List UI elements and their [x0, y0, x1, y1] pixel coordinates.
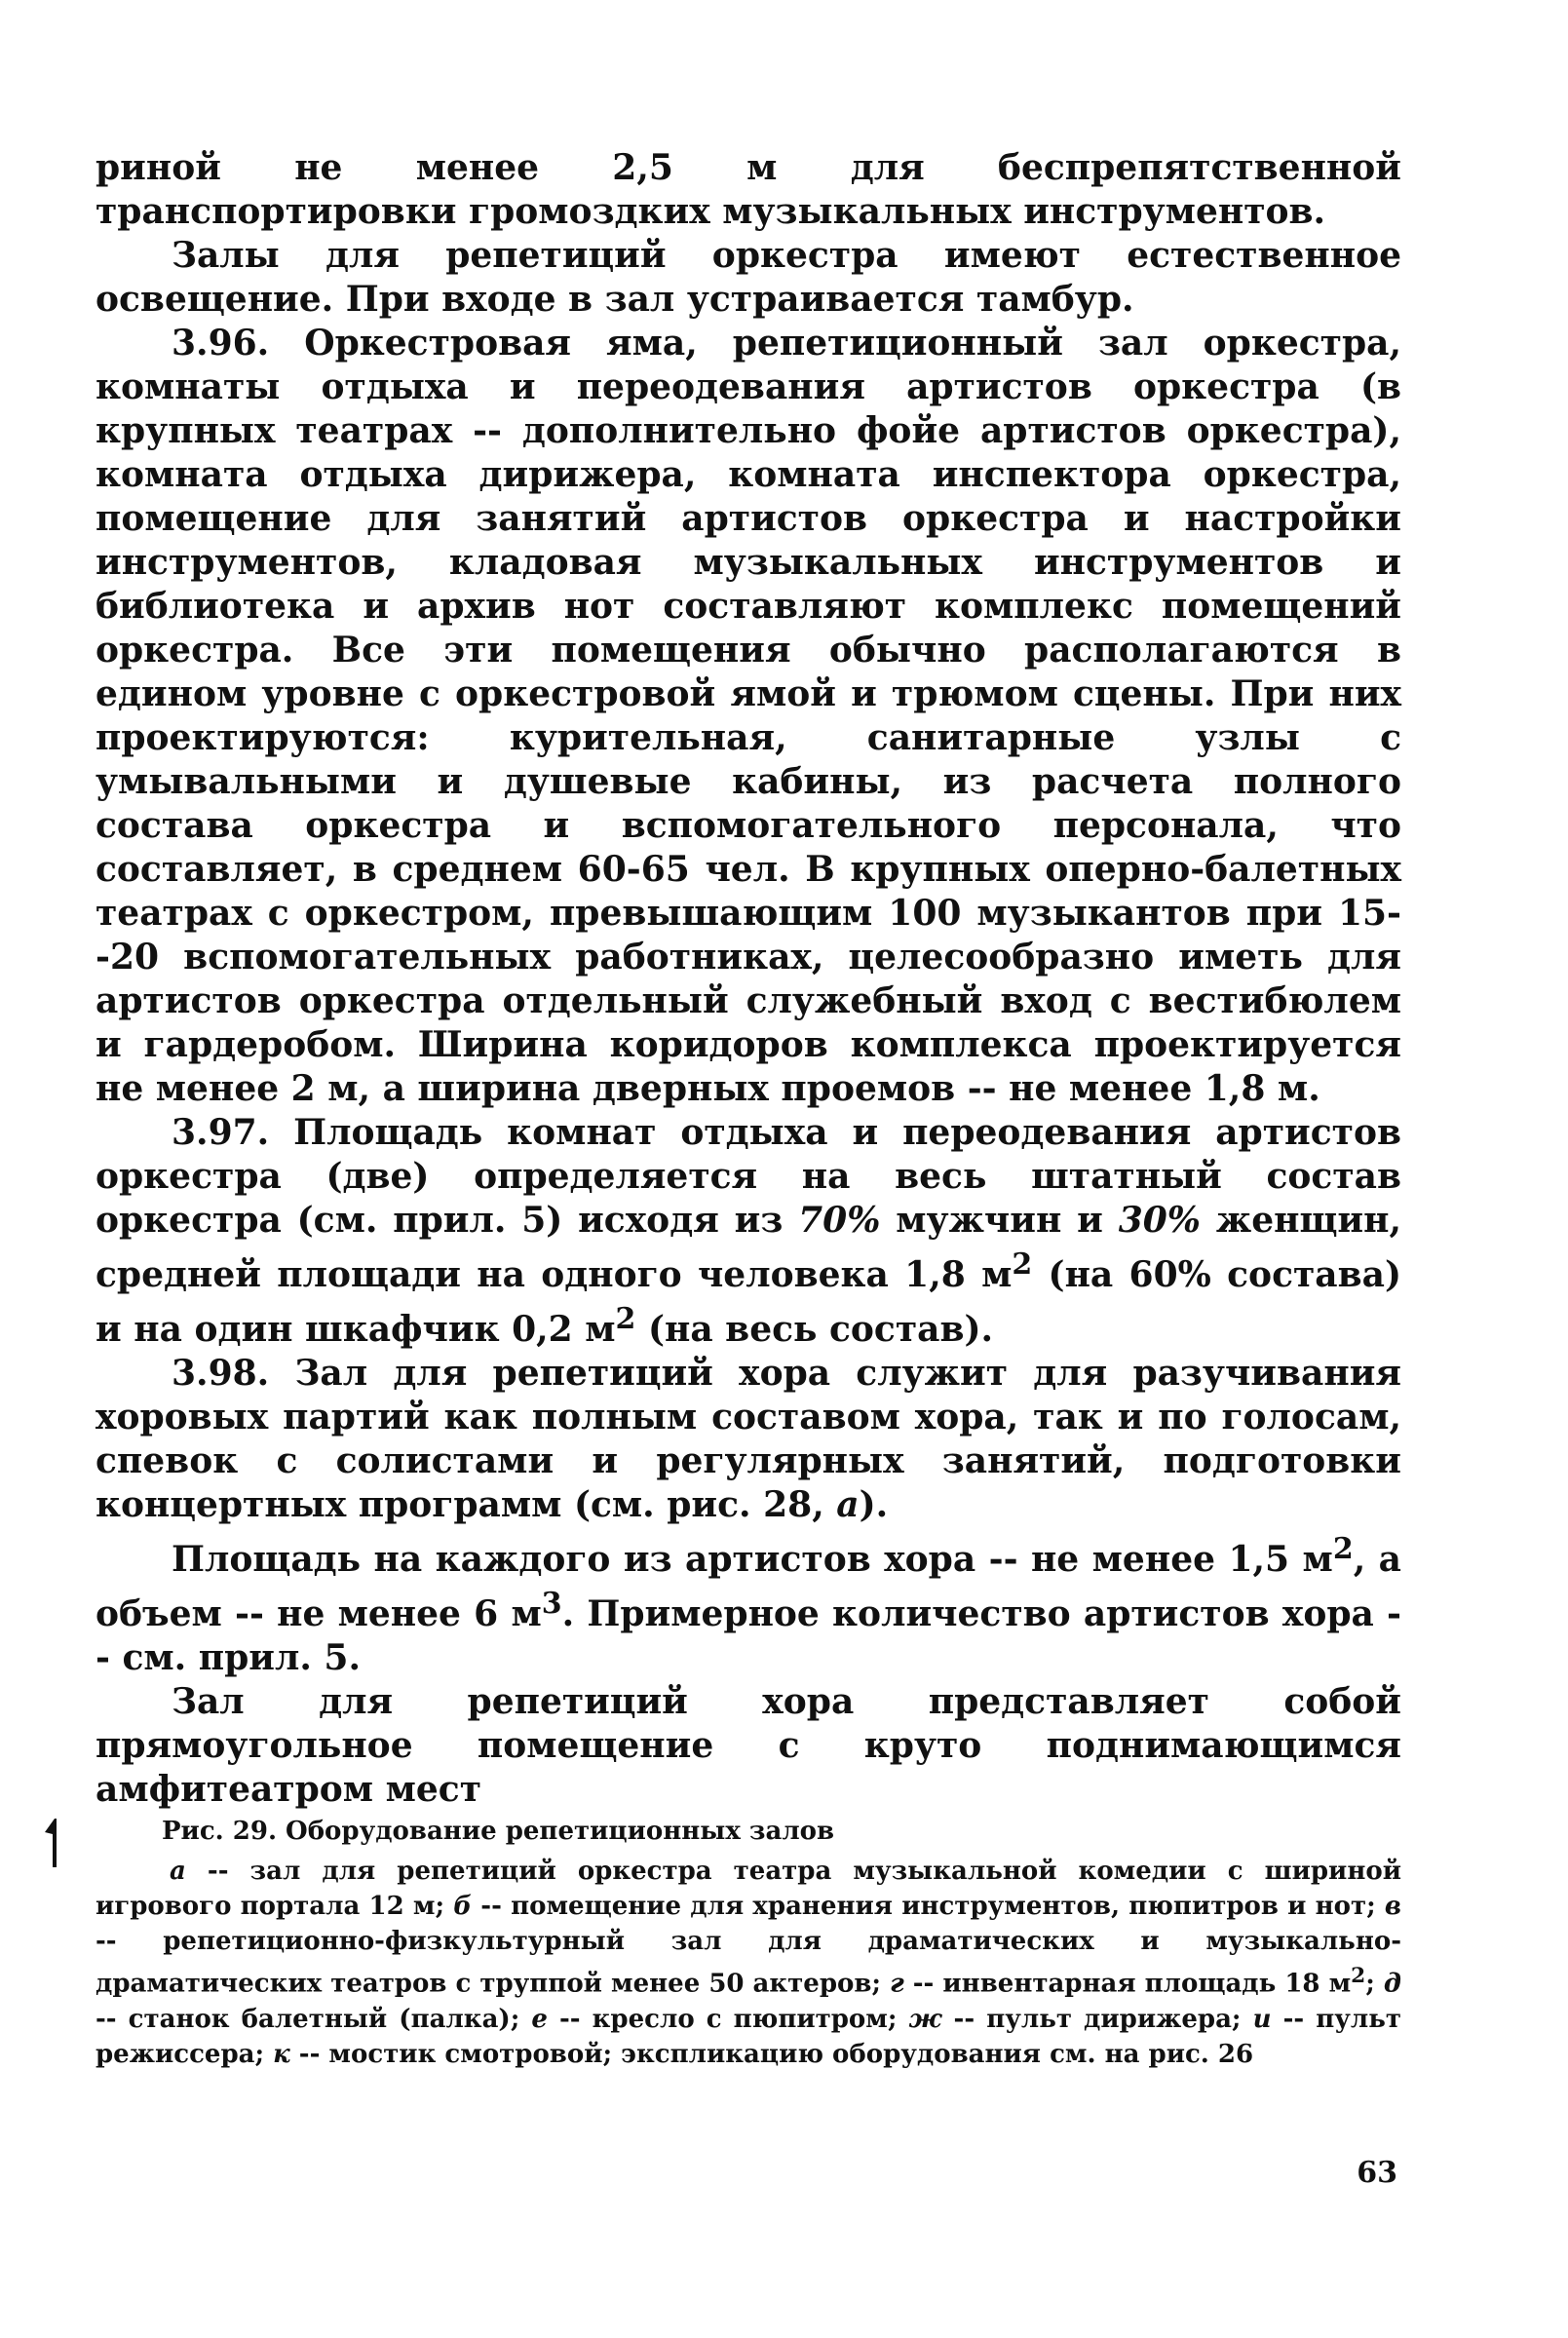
caption-label-e: е [531, 2004, 548, 2034]
caption-item-d: -- станок балетный (палка); [96, 2004, 532, 2034]
caption-item-k: -- мостик смотровой; экспликацию оборудования см. на рис. 26 [289, 2039, 1254, 2069]
caption-label-k: к [273, 2039, 290, 2069]
p4-superscript-2: 2 [615, 1302, 636, 1336]
caption-label-i: и [1252, 2004, 1272, 2034]
p4-text-5: (на весь состав). [635, 1309, 994, 1350]
caption-item-g-end: ; [1365, 1969, 1384, 1999]
p6-superscript-2: 3 [541, 1587, 562, 1621]
p4-percent-men: 70% [798, 1200, 881, 1241]
p5-text-1: 3.98. Зал для репетиций хора служит для разучивания хоровых партий как полным составом хора, так и по голосам, спевок с солистами и регулярных занятий, подготовки концертных программ (см. рис. 28, [96, 1353, 1401, 1525]
body-text [96, 146, 1401, 1812]
caption-item-g: -- инвентарная площадь 18 м [903, 1969, 1352, 1999]
p5-figure-ref: а [836, 1484, 860, 1525]
p4-text-2: мужчин и [880, 1200, 1119, 1241]
paragraph-3-97 [96, 1111, 1401, 1352]
paragraph-2: Залы для репетиций оркестра имеют естественное освещение. При входе в зал устраивается тамбур. [96, 235, 1401, 320]
paragraph-1: риной не менее 2,5 м для беспрепятственной транспортировки громоздких музыкальных инструментов. [96, 147, 1401, 232]
caption-label-d: д [1383, 1969, 1401, 1999]
p4-superscript-1: 2 [1012, 1247, 1033, 1282]
p6-text-1: Площадь на каждого из артистов хора -- не менее 1,5 м [172, 1539, 1333, 1580]
figure-caption [96, 1815, 1401, 2072]
p5-text-2: ). [859, 1484, 889, 1525]
caption-item-e: -- кресло с пюпитром; [547, 2004, 909, 2034]
page-number: 63 [1357, 2156, 1397, 2190]
caption-title: Рис. 29. Оборудование репетиционных залов [162, 1817, 835, 1846]
caption-item-i: -- пульт режиссера; [96, 2004, 1401, 2069]
caption-text [96, 1854, 1401, 2072]
caption-superscript-g: 2 [1351, 1964, 1366, 1988]
p4-text-4: (на 60% состава) и на один шкафчик 0,2 м [96, 1254, 1401, 1350]
caption-label-g: г [890, 1969, 904, 1999]
p4-text-3: женщин, средней площади на одного человека 1,8 м [96, 1200, 1401, 1295]
caption-item-a: -- зал для репетиций оркестра театра музыкальной комедии с шириной игрового портала 12 м; [96, 1857, 1401, 1921]
p6-superscript-1: 2 [1332, 1532, 1354, 1566]
p4-text-1: 3.97. Площадь комнат отдыха и переодевания артистов оркестра (две) определяется на весь штатный состав оркестра (см. прил. 5) исходя из [96, 1112, 1401, 1241]
caption-label-b: б [453, 1892, 473, 1921]
caption-item-v: -- репетиционно-физкультурный зал для драматических и музыкально-драматических театров с труппой менее 50 актеров; [96, 1927, 1401, 1999]
paragraph-3-96: 3.96. Оркестровая яма, репетиционный зал оркестра, комнаты отдыха и переодевания артистов оркестра (в крупных театрах -- дополнительно фойе артистов оркестра), комната отдыха дирижера, комната инспектора оркестра, помещение для занятий артистов оркестра и настройки инструментов, кладовая музыкальных инструментов и библиотека и архив нот составляют комплекс помещений оркестра. Все эти помещения обычно располагаются в едином уровне с оркестровой ямой и трюмом сцены. При них проектируются: курительная, санитарные узлы с умывальными и душевые кабины, из расчета полного состава оркестра и вспомогательного персонала, что составляет, в среднем 60-65 чел. В крупных оперно-балетных театрах с оркестром, превышающим 100 музыкантов при 15--20 вспомогательных работниках, целесообразно иметь для артистов оркестра отдельный служебный вход с вестибюлем и гардеробом. Ширина коридоров комплекса проектируется не менее 2 м, а ширина дверных проемов -- не менее 1,8 м. [96, 323, 1401, 1109]
caption-label-v: в [1384, 1892, 1401, 1921]
caption-item-zh: -- пульт дирижера; [941, 2004, 1253, 2034]
margin-marker-icon [43, 1819, 57, 1867]
p4-percent-women: 30% [1118, 1200, 1202, 1241]
paragraph-3-98 [96, 1352, 1401, 1527]
p6-text-2: , а объем -- не менее 6 м [96, 1539, 1401, 1634]
caption-item-b: -- помещение для хранения инструментов, пюпитров и нот; [472, 1892, 1385, 1921]
caption-label-zh: ж [908, 2004, 942, 2034]
p6-text-3: . Примерное количество артистов хора -- см. прил. 5. [96, 1593, 1401, 1678]
paragraph-choir-hall: Зал для репетиций хора представляет собой прямоугольное помещение с круто поднимающимся амфитеатром мест [96, 1681, 1401, 1810]
caption-label-a: а [170, 1857, 186, 1886]
paragraph-choir-area [96, 1527, 1401, 1680]
